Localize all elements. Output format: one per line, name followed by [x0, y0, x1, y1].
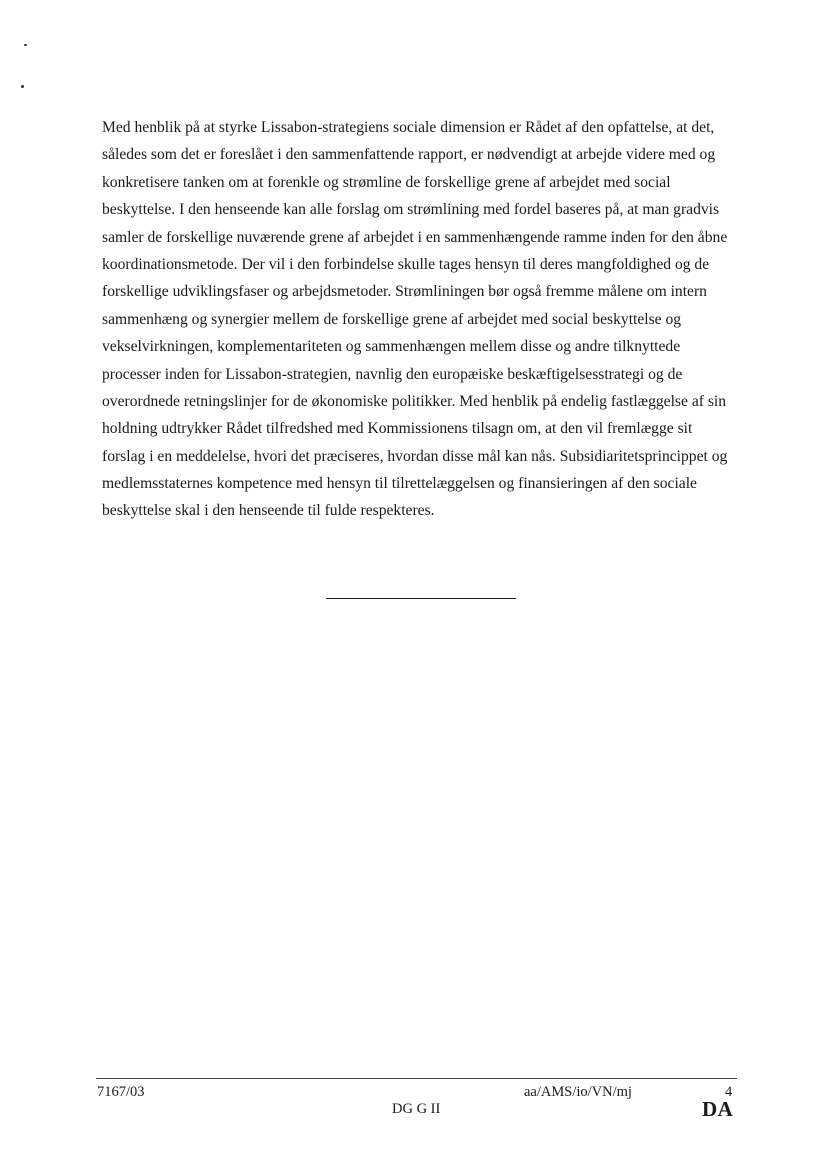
paragraph-line: konkretisere tanken om at forenkle og strømline de forskellige grene af arbejdet med social: [102, 173, 671, 191]
paragraph-line: vekselvirkningen, komplementariteten og sammenhængen mellem disse og andre tilknyttede: [102, 338, 681, 356]
paragraph-line: samler de forskellige nuværende grene af arbejdet i en sammenhængende ramme inden for den åbne: [102, 228, 728, 246]
paragraph-line: Med henblik på at styrke Lissabon-strategiens sociale dimension er Rådet af den opfattelse, at det,: [102, 119, 715, 136]
paragraph-line: sammenhæng og synergier mellem de forskellige grene af arbejdet med social beskyttelse og: [102, 310, 682, 328]
body-paragraph: [102, 114, 752, 525]
paragraph-line: medlemsstaternes kompetence med hensyn til tilrettelæggelsen og finansieringen af den sociale: [102, 475, 697, 493]
paragraph-line: beskyttelse skal i den henseende til fulde respekteres.: [102, 502, 435, 520]
paragraph-line: koordinationsmetode. Der vil i den forbindelse skulle tages hensyn til deres mangfoldighed og de: [102, 255, 710, 273]
paragraph-line: forskellige udviklingsfaser og arbejdsmetoder. Strømliningen bør også fremme målene om intern: [102, 283, 707, 301]
document-reference: 7167/03: [97, 1084, 145, 1100]
paragraph-line: holdning udtrykker Rådet tilfredshed med Kommissionens tilsagn om, at den vil fremlægge sit: [102, 420, 693, 438]
author-initials: aa/AMS/io/VN/mj: [524, 1084, 632, 1100]
page-number: 4: [725, 1084, 733, 1100]
paragraph-line: overordnede retningslinjer for de økonomiske politikker. Med henblik på endelig fastlæggelse af sin: [102, 392, 727, 410]
language-code: DA: [702, 1097, 734, 1121]
end-of-text-rule: [326, 598, 516, 599]
paragraph-line: beskyttelse. I den henseende kan alle forslag om strømlining med fordel baseres på, at man gradvis: [102, 201, 720, 219]
paragraph-line: således som det er foreslået i den sammenfattende rapport, er nødvendigt at arbejde videre med og: [102, 146, 716, 164]
footer-divider: [96, 1078, 737, 1079]
scan-speck: [21, 85, 24, 88]
paragraph-line: forslag i en meddelelse, hvori det præciseres, hvordan disse mål kan nås. Subsidiaritetsprincippet og: [102, 447, 728, 465]
directorate-code: DG G II: [392, 1101, 441, 1117]
scan-speck: [24, 44, 27, 46]
paragraph-line: processer inden for Lissabon-strategien, navnlig den europæiske beskæftigelsesstrategi og de: [102, 365, 683, 383]
